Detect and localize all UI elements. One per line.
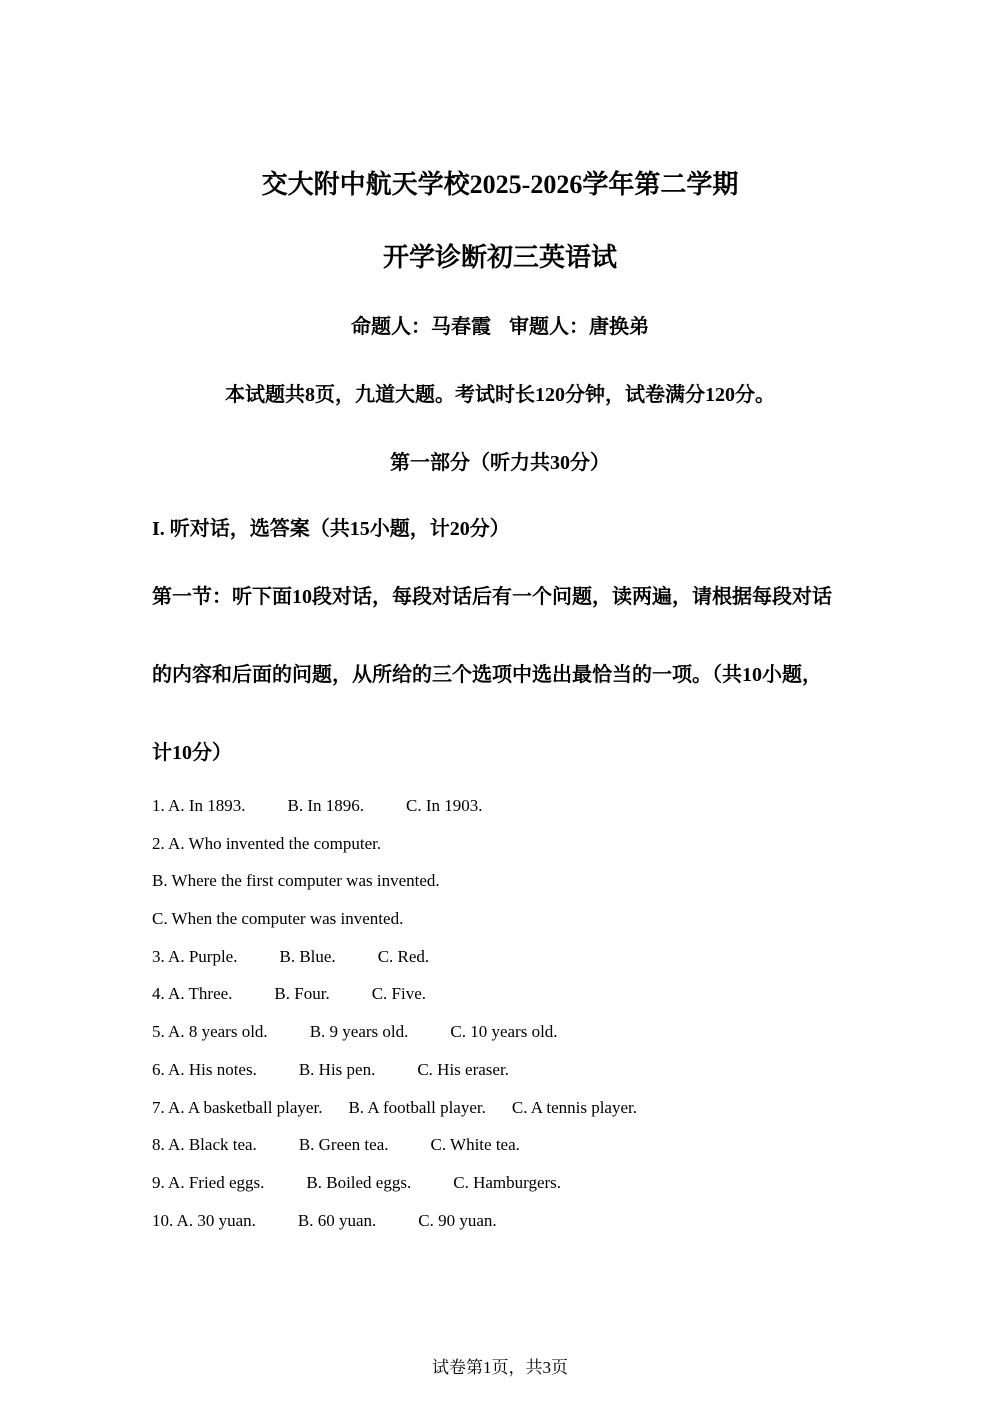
option-a: 10. A. 30 yuan. xyxy=(152,1210,256,1230)
option-a: 1. A. In 1893. xyxy=(152,796,246,815)
option-c: C. Red. xyxy=(377,946,430,966)
question-row-1 xyxy=(152,794,852,832)
option-a: 2. A. Who invented the computer. xyxy=(152,833,382,853)
option-a: 3. A. Purple. xyxy=(152,946,238,966)
option-c: C. White tea. xyxy=(430,1135,520,1155)
question-row-3 xyxy=(152,945,852,983)
option-a: 7. A. A basketball player. xyxy=(152,1097,323,1117)
question-row-2c xyxy=(152,907,852,945)
instruction-line-3: 计10分） xyxy=(152,742,232,764)
option-b: B. In 1896. xyxy=(287,796,364,815)
page-footer: 试卷第1页，共3页 xyxy=(432,1358,568,1377)
question-row-2a xyxy=(152,832,852,870)
option-c: C. 10 years old. xyxy=(450,1022,558,1042)
question-row-6 xyxy=(152,1058,852,1096)
option-a: 4. A. Three. xyxy=(152,984,233,1004)
option-b: B. Blue. xyxy=(279,946,336,966)
question-list xyxy=(152,794,852,1246)
option-b: B. Where the first computer was invented. xyxy=(152,871,440,891)
option-b: B. 60 yuan. xyxy=(297,1210,377,1230)
option-a: 9. A. Fried eggs. xyxy=(152,1172,265,1192)
option-c: C. His eraser. xyxy=(417,1059,509,1079)
part-1-heading: 第一部分（听力共30分） xyxy=(390,452,610,474)
question-row-4 xyxy=(152,982,852,1020)
option-a: 5. A. 8 years old. xyxy=(152,1022,268,1042)
option-b: B. His pen. xyxy=(298,1059,376,1079)
exam-info: 本试题共8页，九道大题。考试时长120分钟，试卷满分120分。 xyxy=(225,384,775,406)
instruction-line-2: 的内容和后面的问题，从所给的三个选项中选出最恰当的一项。（共10小题， xyxy=(152,664,822,686)
option-b: B. A football player. xyxy=(348,1097,486,1117)
option-a: 6. A. His notes. xyxy=(152,1059,257,1079)
option-c: C. A tennis player. xyxy=(511,1097,637,1117)
exam-title-line-2: 开学诊断初三英语试 xyxy=(382,243,617,272)
option-b: B. Four. xyxy=(274,984,330,1004)
option-b: B. Boiled eggs. xyxy=(306,1172,412,1192)
option-c: C. When the computer was invented. xyxy=(152,909,404,929)
option-c: C. Hamburgers. xyxy=(453,1172,562,1192)
question-row-7 xyxy=(152,1096,852,1134)
question-row-8 xyxy=(152,1133,852,1171)
option-b: B. Green tea. xyxy=(298,1135,389,1155)
question-setter: 命题人：马春霞 xyxy=(351,316,491,338)
option-c: C. 90 yuan. xyxy=(418,1210,497,1230)
option-a: 8. A. Black tea. xyxy=(152,1135,257,1155)
question-reviewer: 审题人：唐换弟 xyxy=(509,316,649,338)
exam-authors xyxy=(0,313,1000,341)
question-row-2b xyxy=(152,869,852,907)
exam-title-line-1: 交大附中航天学校2025-2026学年第二学期 xyxy=(261,170,739,199)
question-row-9 xyxy=(152,1171,852,1209)
question-row-5 xyxy=(152,1020,852,1058)
section-i-title: I. 听对话，选答案（共15小题，计20分） xyxy=(152,518,510,540)
option-c: C. Five. xyxy=(371,984,427,1004)
instruction-line-1: 第一节：听下面10段对话，每段对话后有一个问题，读两遍，请根据每段对话 xyxy=(152,586,832,608)
question-row-10 xyxy=(152,1209,852,1247)
option-b: B. 9 years old. xyxy=(309,1022,409,1042)
option-c: C. In 1903. xyxy=(406,796,483,815)
